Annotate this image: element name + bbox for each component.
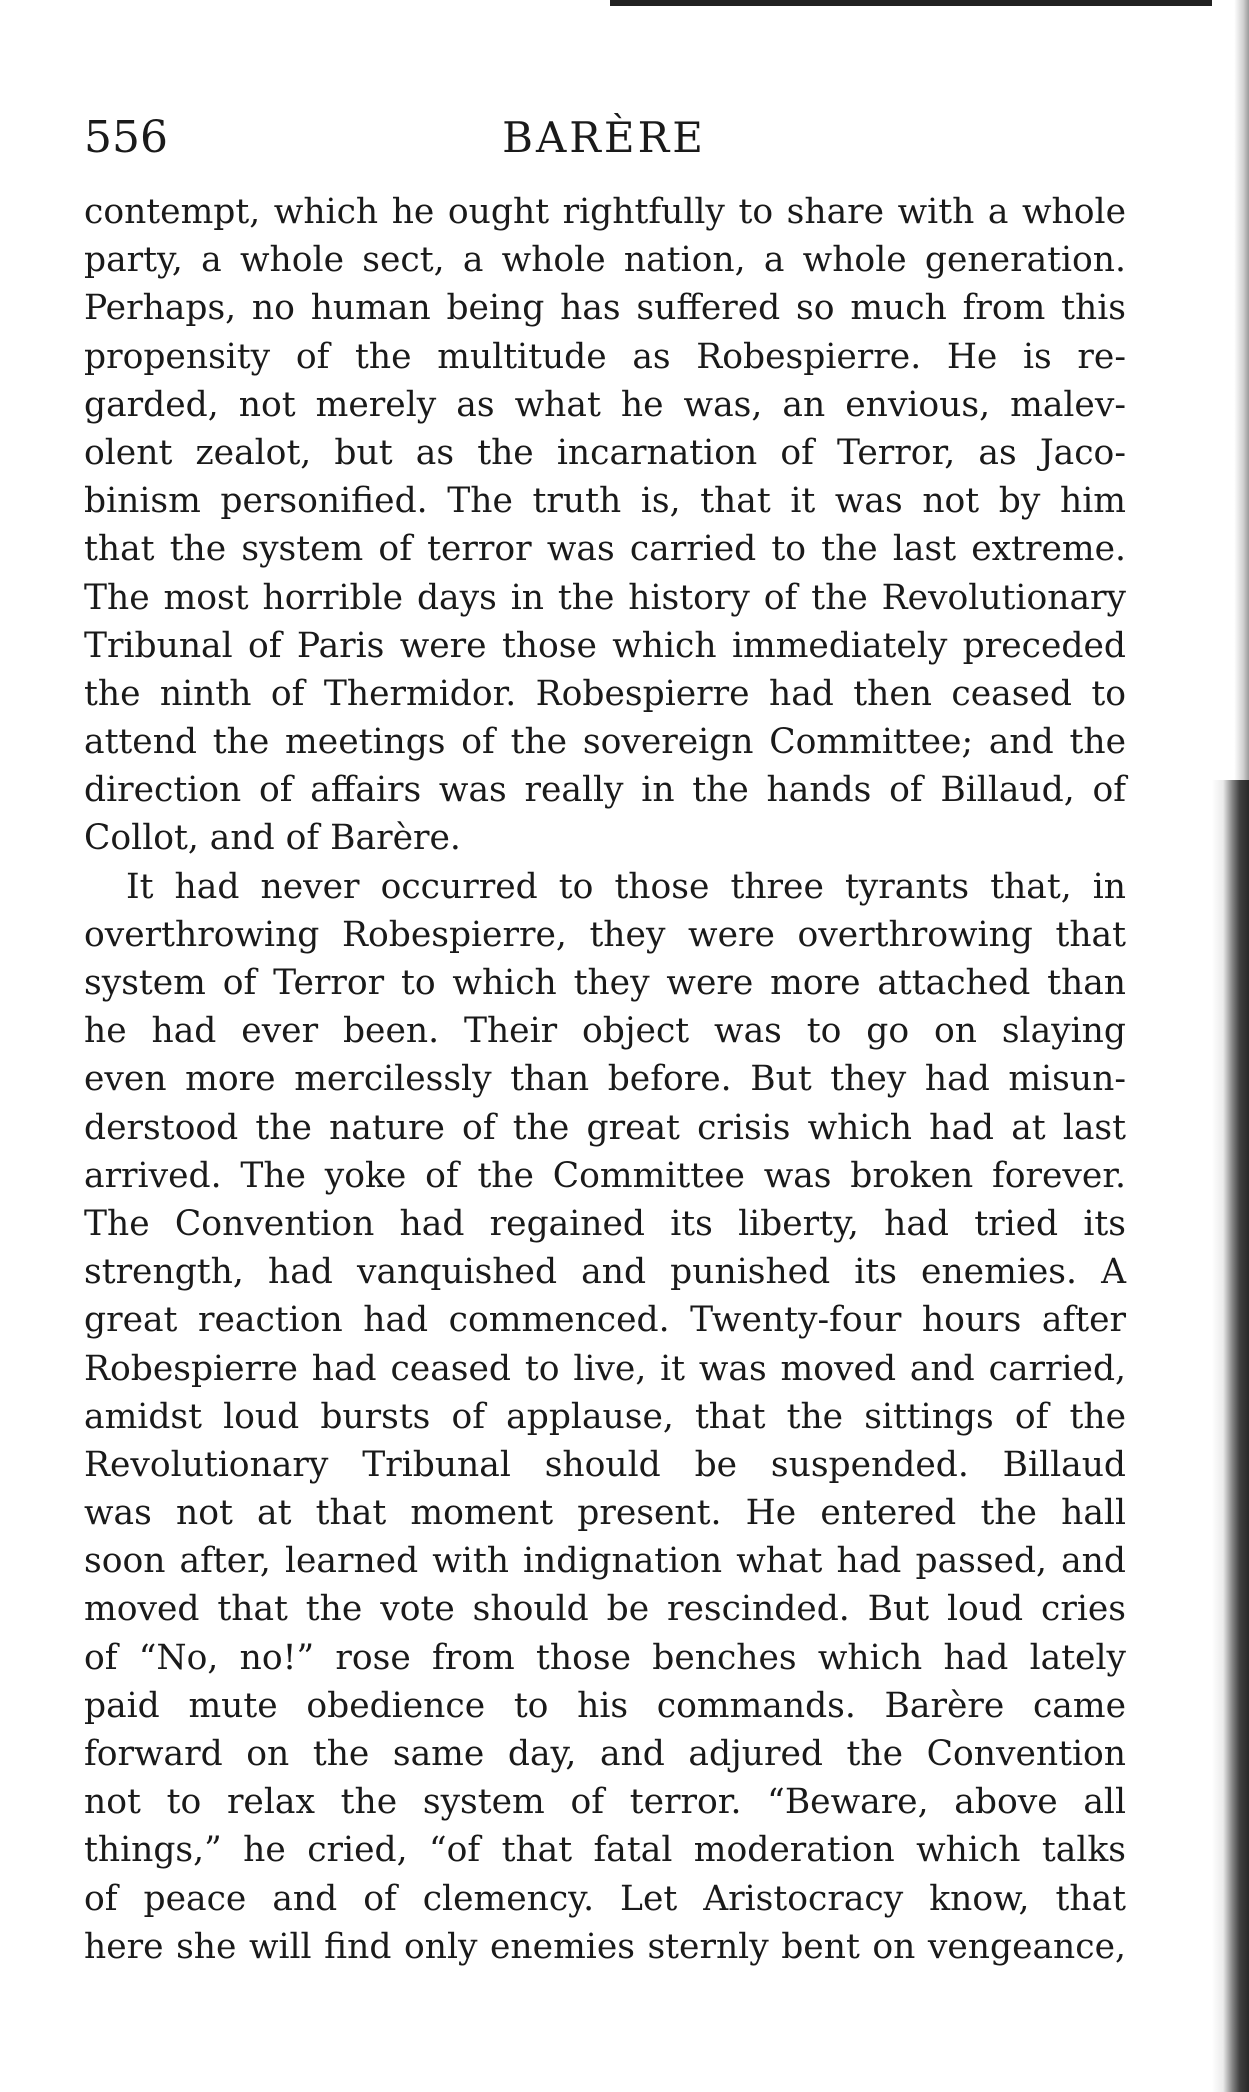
text-line: arrived. The yoke of the Committee was broken forever. <box>84 1155 1126 1196</box>
text-line: soon after, learned with indignation what had passed, and <box>84 1541 1126 1582</box>
paragraph-start-line: It had never occurred to those three tyrants that, in <box>126 866 1126 907</box>
text-line: that the system of terror was carried to the last extreme. <box>84 529 1126 570</box>
text-line: not to relax the system of terror. “Beware, above all <box>84 1782 1126 1823</box>
text-line: of “No, no!” rose from those benches which had lately <box>84 1637 1126 1678</box>
text-line: even more mercilessly than before. But they had misun- <box>84 1059 1126 1100</box>
text-line: attend the meetings of the sovereign Committee; and the <box>84 722 1126 763</box>
top-edge-rule <box>610 0 1235 6</box>
text-line: binism personified. The truth is, that it was not by him <box>84 481 1126 522</box>
text-line: direction of affairs was really in the hands of Billaud, of <box>84 770 1126 811</box>
text-line: things,” he cried, “of that fatal moderation which talks <box>84 1830 1126 1871</box>
text-line: The most horrible days in the history of the Revolutionary <box>84 577 1126 618</box>
paragraph-end-line: Collot, and of Barère. <box>84 818 461 859</box>
text-line: The Convention had regained its liberty, had tried its <box>84 1203 1126 1244</box>
text-line: contempt, which he ought rightfully to share with a whole <box>84 192 1126 232</box>
text-line: Perhaps, no human being has suffered so much from this <box>84 288 1126 329</box>
text-line: he had ever been. Their object was to go on slaying <box>84 1011 1126 1052</box>
text-line: system of Terror to which they were more attached than <box>84 963 1126 1003</box>
running-head <box>84 108 1124 168</box>
text-line: moved that the vote should be rescinded. But loud cries <box>84 1589 1126 1630</box>
text-line: derstood the nature of the great crisis which had at last <box>84 1107 1126 1148</box>
text-line: the ninth of Thermidor. Robespierre had then ceased to <box>84 673 1126 714</box>
text-line: party, a whole sect, a whole nation, a whole generation. <box>84 240 1126 281</box>
text-line: overthrowing Robespierre, they were overthrowing that <box>84 914 1126 955</box>
text-line: propensity of the multitude as Robespierre. He is re- <box>84 336 1126 377</box>
text-line: here she will find only enemies sternly bent on vengeance, <box>84 1926 1126 1967</box>
text-line: Tribunal of Paris were those which immediately preceded <box>84 625 1126 666</box>
page-edge-highlight <box>1212 0 1249 780</box>
text-line: amidst loud bursts of applause, that the sittings of the <box>84 1396 1126 1437</box>
text-line: Revolutionary Tribunal should be suspended. Billaud <box>84 1444 1126 1485</box>
body-text <box>84 188 1126 1971</box>
text-line: of peace and of clemency. Let Aristocracy know, that <box>84 1878 1126 1919</box>
text-line: olent zealot, but as the incarnation of Terror, as Jaco- <box>84 432 1126 473</box>
text-line: forward on the same day, and adjured the Convention <box>84 1734 1126 1774</box>
page-number: 556 <box>84 112 168 163</box>
text-line: was not at that moment present. He entered the hall <box>84 1493 1126 1534</box>
text-line: garded, not merely as what he was, an envious, malev- <box>84 384 1126 425</box>
running-title: BARÈRE <box>502 113 706 162</box>
text-line: strength, had vanquished and punished its enemies. A <box>84 1252 1126 1293</box>
text-line: Robespierre had ceased to live, it was moved and carried, <box>84 1348 1126 1389</box>
text-line: great reaction had commenced. Twenty-four hours after <box>84 1300 1126 1341</box>
text-line: paid mute obedience to his commands. Barère came <box>84 1685 1126 1726</box>
